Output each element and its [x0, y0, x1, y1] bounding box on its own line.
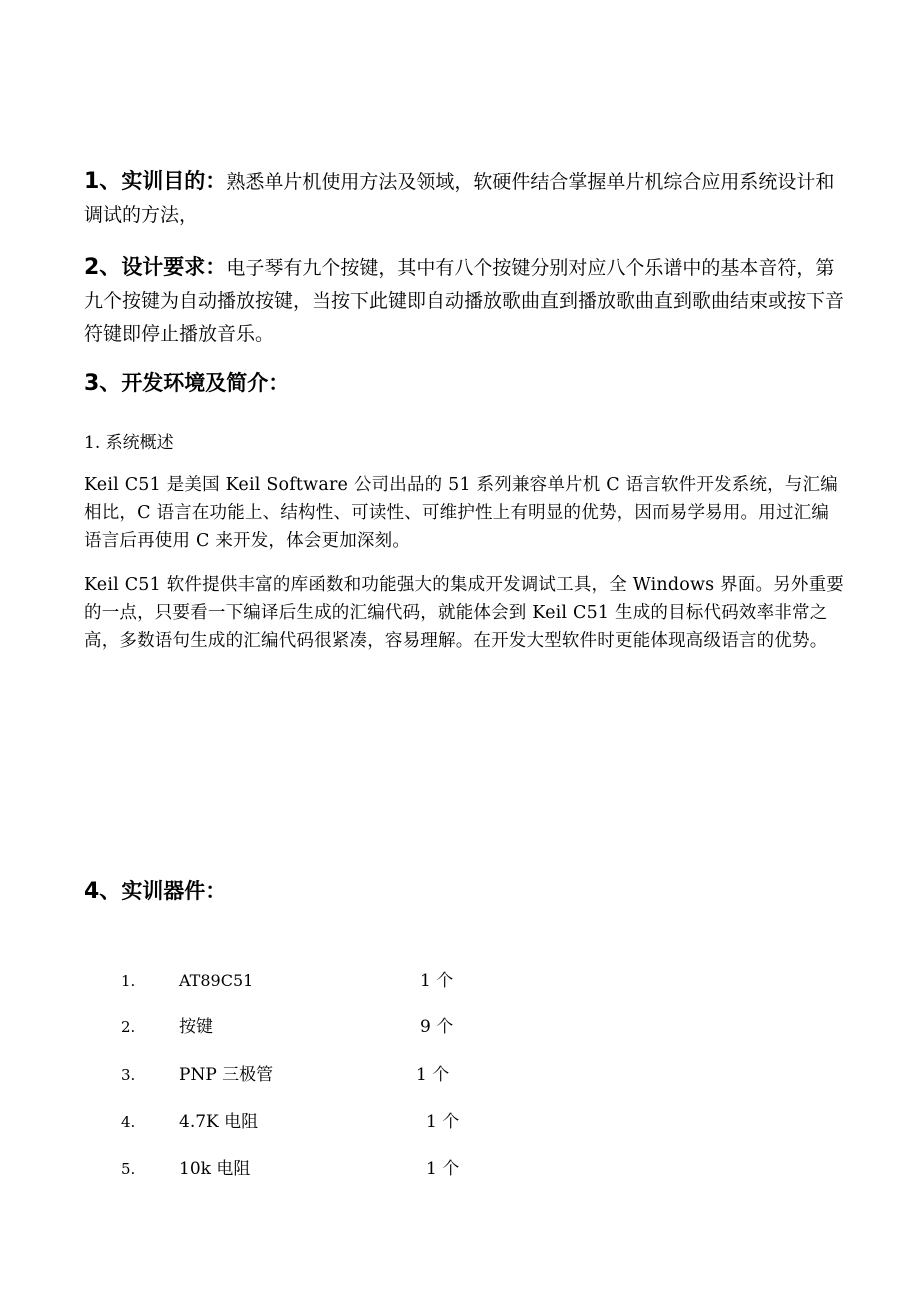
section-label: 实训目的：	[121, 169, 227, 193]
item-index: 1.	[121, 972, 136, 990]
section-number: 1、	[84, 169, 122, 194]
item-name: PNP 三极管	[179, 1065, 274, 1085]
section-dev-environment	[84, 366, 844, 397]
section-number: 2、	[84, 255, 122, 280]
subsection-title: 1. 系统概述	[84, 433, 174, 453]
section-number: 4、	[84, 879, 122, 904]
section-training-purpose	[84, 166, 844, 232]
item-name: 按键	[179, 1017, 213, 1037]
item-index: 5.	[121, 1160, 136, 1178]
item-name: 4.7K 电阻	[179, 1112, 259, 1132]
item-index: 2.	[121, 1018, 136, 1036]
section-design-requirements	[84, 252, 844, 351]
section-label: 开发环境及简介：	[121, 371, 290, 395]
section-text: 电子琴有九个按键，其中有八个按键分别对应八个乐谱中的基本音符，第九个按键为自动播放按键，当按下此键即自动播放歌曲直到播放歌曲直到歌曲结束或按下音符键即停止播放音乐。	[84, 257, 845, 345]
paragraph-keil-intro: Keil C51 是美国 Keil Software 公司出品的 51 系列兼容单片机 C 语言软件开发系统，与汇编相比，C 语言在功能上、结构性、可读性、可维护性上有明显的优势，因而易学易用。用过汇编语言后再使用 C 来开发，体会更加深刻。	[84, 475, 838, 551]
section-label: 设计要求：	[121, 255, 227, 279]
item-quantity: 9 个	[420, 1017, 454, 1037]
item-quantity: 1 个	[420, 971, 454, 991]
section-label: 实训器件：	[121, 879, 227, 903]
section-text: 熟悉单片机使用方法及领域，软硬件结合掌握单片机综合应用系统设计和调试的方法，	[84, 171, 835, 226]
section-training-components	[84, 874, 844, 905]
section-number: 3、	[84, 371, 122, 396]
item-name: 10k 电阻	[179, 1159, 251, 1179]
item-quantity: 1 个	[426, 1159, 460, 1179]
item-quantity: 1 个	[416, 1065, 450, 1085]
paragraph-keil-features: Keil C51 软件提供丰富的库函数和功能强大的集成开发调试工具，全 Windows 界面。另外重要的一点，只要看一下编译后生成的汇编代码，就能体会到 Keil C51 生成的目标代码效率非常之高，多数语句生成的汇编代码很紧凑，容易理解。在开发大型软件时更能体现高级语言的优势。	[84, 575, 845, 651]
item-index: 4.	[121, 1113, 136, 1131]
item-quantity: 1 个	[426, 1112, 460, 1132]
item-index: 3.	[121, 1066, 136, 1084]
item-name: AT89C51	[179, 971, 254, 990]
